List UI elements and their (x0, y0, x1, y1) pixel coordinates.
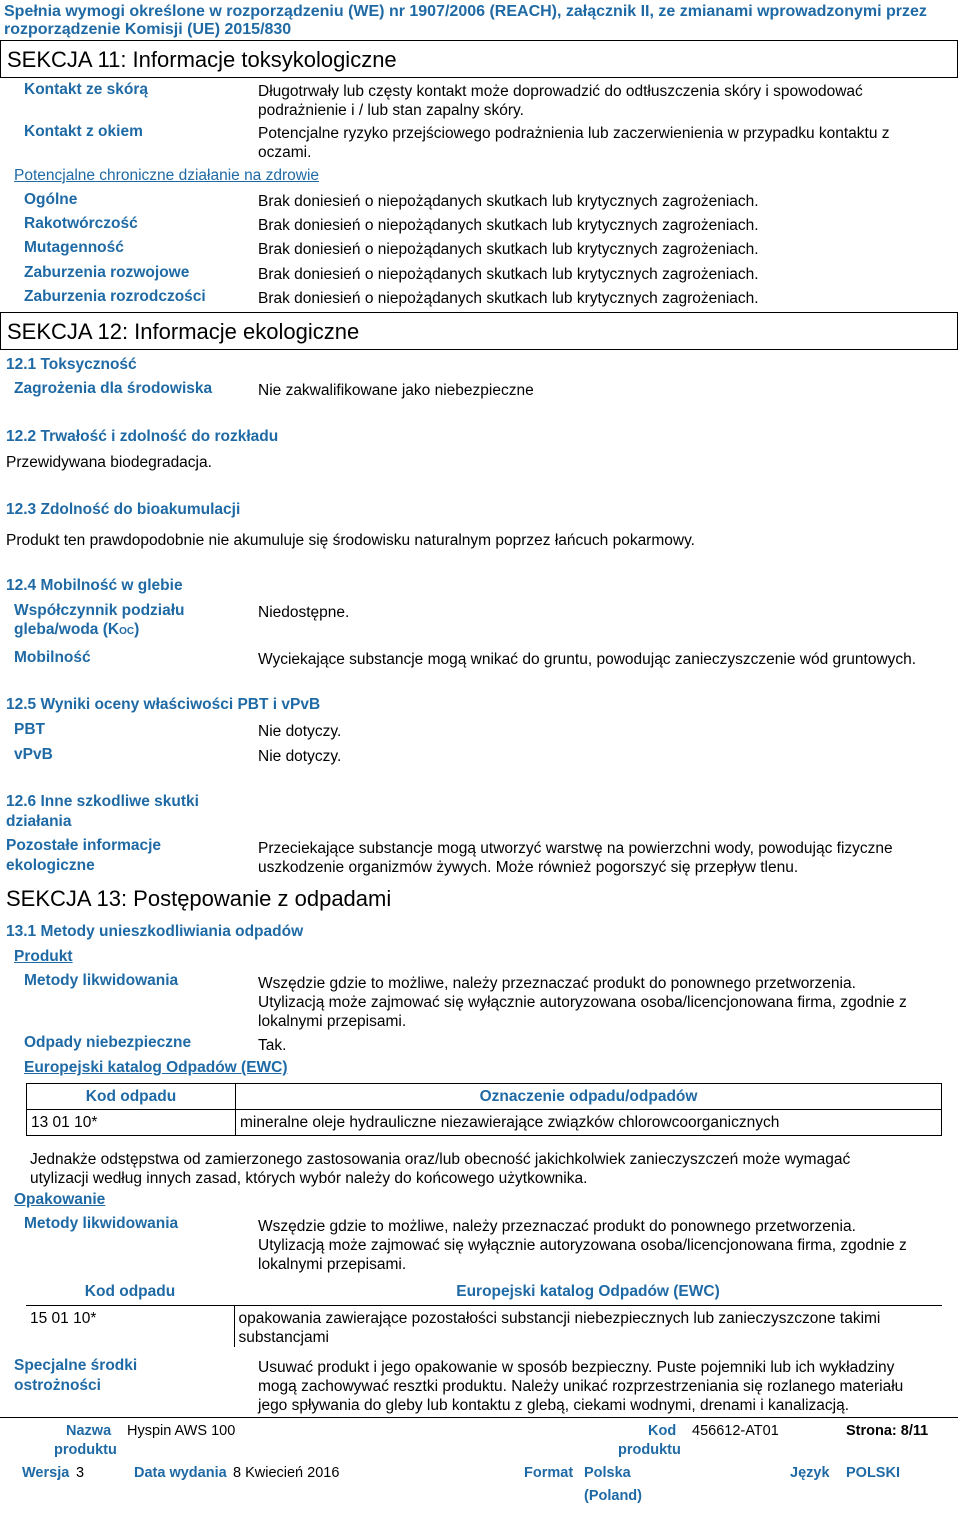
eye-contact-text-line1: Potencjalne ryzyko przejściowego podrażnienia lub zaczerwienienia w przypadku kontaktu z (258, 125, 890, 142)
footer-format-value-line1: Polska (584, 1465, 631, 1481)
table-header-code: Kod odpadu (27, 1084, 236, 1110)
disposal-methods-heading: 13.1 Metody unieszkodliwiania odpadów (6, 923, 304, 940)
section-11-header (0, 40, 958, 78)
general-label: Ogólne (24, 191, 78, 208)
footer-product-code-label-line2: produktu (618, 1442, 681, 1458)
table2-cell-description: opakowania zawierające pozostałości substancji niebezpiecznych lub zanieczyszczone takimi substancjami (234, 1305, 942, 1347)
table2-header-ewc: Europejski katalog Odpadów (EWC) (234, 1278, 942, 1305)
disposal-text-line3: lokalnymi przepisami. (258, 1013, 407, 1030)
vpvb-label: vPvB (14, 746, 53, 763)
mobility-label: Mobilność (14, 649, 91, 666)
persistence-text: Przewidywana biodegradacja. (6, 454, 212, 471)
developmental-text: Brak doniesień o niepożądanych skutkach lub krytycznych zagrożeniach. (258, 266, 759, 283)
product-heading: Produkt (14, 948, 73, 965)
table-cell-code: 13 01 10* (27, 1110, 236, 1136)
packaging-disposal-label: Metody likwidowania (24, 1215, 179, 1232)
fertility-label: Zaburzenia rozrodczości (24, 288, 206, 305)
chronic-effects-heading: Potencjalne chroniczne działanie na zdrowie (14, 167, 320, 184)
regulation-header-line1: Spełnia wymogi określone w rozporządzeniu (WE) nr 1907/2006 (REACH), załącznik II, ze zmianami wprowadzonymi przez (4, 3, 927, 20)
fertility-text: Brak doniesień o niepożądanych skutkach lub krytycznych zagrożeniach. (258, 290, 759, 307)
table2-cell-code: 15 01 10* (26, 1305, 234, 1347)
carcinogenicity-label: Rakotwórczość (24, 215, 138, 232)
note-line2: utylizacji według innych zasad, których wybór należy do końcowego użytkownika. (30, 1170, 588, 1187)
packaging-heading: Opakowanie (14, 1191, 106, 1208)
footer-issue-date: 8 Kwiecień 2016 (233, 1465, 340, 1481)
section-13-title: SEKCJA 13: Postępowanie z odpadami (6, 886, 392, 911)
footer-product-code: 456612-AT01 (692, 1423, 779, 1439)
footer-version: 3 (76, 1465, 85, 1481)
footer-product-name-label-line2: produktu (54, 1442, 117, 1458)
mutagenicity-label: Mutagenność (24, 239, 124, 256)
special-precautions-label-line2: ostrożności (14, 1377, 101, 1394)
ewc-heading: Europejski katalog Odpadów (EWC) (24, 1059, 288, 1076)
developmental-label: Zaburzenia rozwojowe (24, 264, 190, 281)
packaging-code-table (26, 1278, 942, 1347)
bioaccumulation-text: Produkt ten prawdopodobnie nie akumuluje się środowisku naturalnym poprzez łańcuch pokarmowy. (6, 532, 695, 549)
disposal-text-line2: Utylizacją może zajmować się wyłącznie autoryzowana osoba/licencjonowana firma, zgodnie z (258, 994, 907, 1011)
skin-contact-text-line1: Długotrwały lub częsty kontakt może doprowadzić do odtłuszczenia skóry i spowodować (258, 83, 863, 100)
skin-contact-text-line2: podrażnienie i / lub stan zapalny skóry. (258, 102, 524, 119)
disposal-text-line1: Wszędzie gdzie to możliwe, należy przeznaczać produkt do ponownego przetworzenia. (258, 975, 856, 992)
footer-page-number: Strona: 8/11 (846, 1423, 929, 1439)
bioaccumulation-heading: 12.3 Zdolność do bioakumulacji (6, 501, 241, 518)
eye-contact-text-line2: oczami. (258, 144, 312, 161)
footer-product-name: Hyspin AWS 100 (127, 1423, 236, 1439)
other-info-label-line2: ekologiczne (6, 857, 95, 874)
table-header-designation: Oznaczenie odpadu/odpadów (236, 1084, 942, 1110)
koc-label-line2 (14, 620, 139, 642)
footer-product-name-label-line1: Nazwa (66, 1423, 112, 1439)
eye-contact-label: Kontakt z okiem (24, 123, 143, 140)
koc-label-subscript: OC (119, 626, 135, 637)
table2-header-code: Kod odpadu (26, 1278, 234, 1305)
regulation-header-line2: rozporządzenie Komisji (UE) 2015/830 (4, 21, 292, 38)
section-11-title: SEKCJA 11: Informacje toksykologiczne (7, 47, 397, 72)
vpvb-text: Nie dotyczy. (258, 748, 342, 765)
table-row (26, 1305, 942, 1347)
general-text: Brak doniesień o niepożądanych skutkach lub krytycznych zagrożeniach. (258, 193, 759, 210)
footer-language-label: Język (790, 1465, 830, 1481)
special-precautions-text-line3: jego spływania do gleby lub kontaktu z glebą, ciekami wodnymi, drenami i kanalizacją. (258, 1397, 850, 1414)
footer-product-code-label-line1: Kod (648, 1423, 677, 1439)
env-hazards-text: Nie zakwalifikowane jako niebezpieczne (258, 382, 534, 399)
koc-label-text: gleba/woda (K (14, 621, 120, 638)
other-info-text-line2: uszkodzenie organizmów żywych. Może również pogorszyć się przepływ tlenu. (258, 859, 799, 876)
footer-issue-date-label: Data wydania (134, 1465, 227, 1481)
toxicity-heading: 12.1 Toksyczność (6, 356, 137, 373)
other-info-text-line1: Przeciekające substancje mogą utworzyć warstwę na powierzchni wody, powodując fizyczne (258, 840, 893, 857)
koc-label-line1: Współczynnik podziału (14, 602, 185, 619)
pbt-heading: 12.5 Wyniki oceny właściwości PBT i vPvB (6, 696, 321, 713)
koc-text: Niedostępne. (258, 604, 350, 621)
packaging-text-line2: Utylizacją może zajmować się wyłącznie autoryzowana osoba/licencjonowana firma, zgodnie z (258, 1237, 907, 1254)
other-info-label-line1: Pozostałe informacje (6, 837, 162, 854)
footer-version-label: Wersja (22, 1465, 70, 1481)
disposal-methods-label: Metody likwidowania (24, 972, 179, 989)
special-precautions-text-line2: mogą zachowywać resztki produktu. Należy unikać rozprzestrzeniania się rozlanego materiału (258, 1378, 904, 1395)
carcinogenicity-text: Brak doniesień o niepożądanych skutkach lub krytycznych zagrożeniach. (258, 217, 759, 234)
other-effects-heading-line2: działania (6, 813, 72, 830)
soil-mobility-heading: 12.4 Mobilność w glebie (6, 577, 183, 594)
packaging-text-line1: Wszędzie gdzie to możliwe, należy przeznaczać produkt do ponownego przetworzenia. (258, 1218, 856, 1235)
mutagenicity-text: Brak doniesień o niepożądanych skutkach lub krytycznych zagrożeniach. (258, 241, 759, 258)
table-cell-designation: mineralne oleje hydrauliczne niezawierające związków chlorowcoorganicznych (236, 1110, 942, 1136)
section-12-title: SEKCJA 12: Informacje ekologiczne (7, 319, 360, 344)
hazardous-waste-label: Odpady niebezpieczne (24, 1034, 192, 1051)
mobility-text: Wyciekające substancje mogą wnikać do gruntu, powodując zanieczyszczenie wód gruntowych. (258, 651, 917, 668)
footer-divider (0, 1417, 958, 1418)
packaging-text-line3: lokalnymi przepisami. (258, 1256, 407, 1273)
pbt-text: Nie dotyczy. (258, 723, 342, 740)
footer-format-label: Format (524, 1465, 574, 1481)
persistence-heading: 12.2 Trwałość i zdolność do rozkładu (6, 428, 279, 445)
footer-language: POLSKI (846, 1465, 900, 1481)
note-line1: Jednakże odstępstwa od zamierzonego zastosowania oraz/lub obecność jakichkolwiek zanieczyszczeń może wymagać (30, 1151, 851, 1168)
hazardous-waste-text: Tak. (258, 1037, 287, 1054)
special-precautions-text-line1: Usuwać produkt i jego opakowanie w sposób bezpieczny. Puste pojemniki lub ich wykładziny (258, 1359, 895, 1376)
special-precautions-label-line1: Specjalne środki (14, 1357, 138, 1374)
env-hazards-label: Zagrożenia dla środowiska (14, 380, 213, 397)
other-effects-heading-line1: 12.6 Inne szkodliwe skutki (6, 793, 199, 810)
footer-format-value-line2: (Poland) (584, 1488, 642, 1504)
koc-label-close: ) (134, 621, 140, 638)
table-row (27, 1110, 942, 1136)
waste-code-table (26, 1083, 942, 1136)
pbt-label: PBT (14, 721, 45, 738)
skin-contact-label: Kontakt ze skórą (24, 81, 149, 98)
section-12-header (0, 312, 958, 350)
